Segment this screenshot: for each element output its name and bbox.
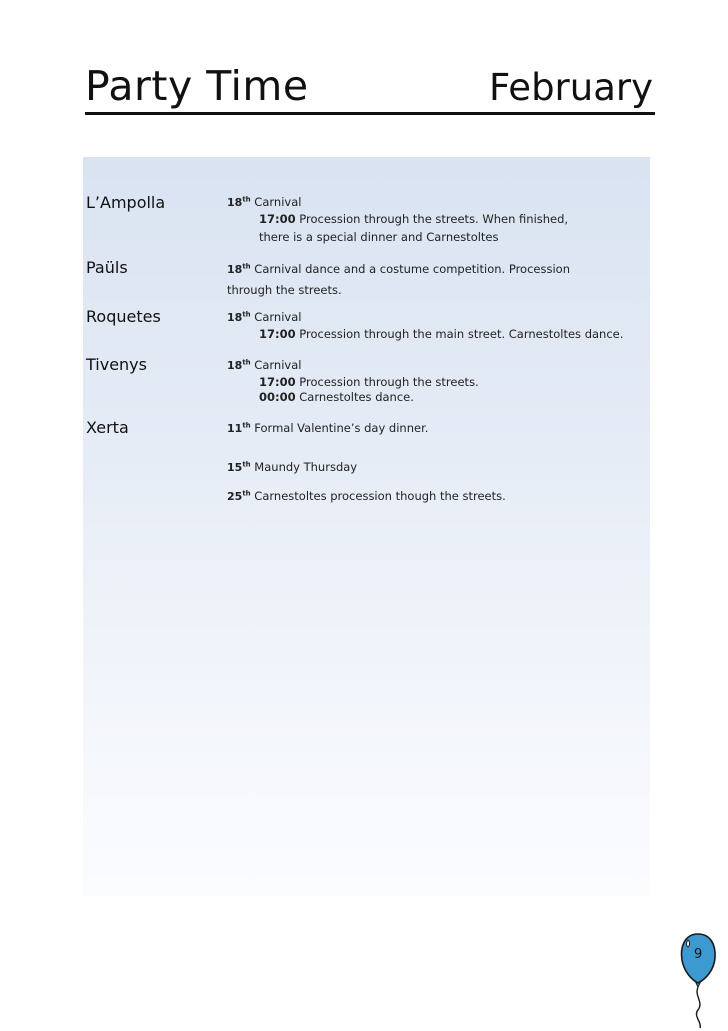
title-underline: [85, 112, 655, 115]
town-xerta: Xerta: [86, 418, 129, 437]
balloon-icon: [676, 928, 720, 1028]
event-sub-text: Procession through the main street. Carnestoltes dance.: [295, 327, 624, 341]
event-text: Carnival: [250, 195, 302, 209]
event-sub-text: there is a special dinner and Carnestoltes: [259, 230, 499, 244]
event-entry: [227, 459, 357, 476]
event-entry: [227, 194, 301, 211]
event-day: 18th: [227, 358, 251, 372]
event-entry: [227, 357, 301, 374]
event-text: Maundy Thursday: [250, 460, 358, 474]
town-ampolla: L’Ampolla: [86, 193, 166, 212]
event-sub-entry: [259, 389, 414, 406]
event-text: Carnival: [250, 358, 302, 372]
event-sub-entry: [259, 229, 499, 246]
event-sub-entry: [259, 326, 623, 343]
town-roquetes: Roquetes: [86, 307, 161, 326]
event-day: 18th: [227, 310, 251, 324]
event-entry: [227, 309, 301, 326]
event-time: 17:00: [259, 375, 296, 389]
event-day: 11th: [227, 421, 251, 435]
event-entry: [227, 259, 592, 301]
event-time: 17:00: [259, 212, 296, 226]
event-day: 18th: [227, 195, 251, 209]
event-day: 25th: [227, 489, 251, 503]
event-entry: [227, 420, 428, 437]
event-text: Carnestoltes procession though the streets.: [250, 489, 506, 503]
event-time: 00:00: [259, 390, 296, 404]
event-sub-text: Procession through the streets. When finished,: [295, 212, 569, 226]
event-day: 18th: [227, 262, 251, 276]
event-sub-text: Carnestoltes dance.: [295, 390, 414, 404]
event-text: Carnival dance and a costume competition. Procession through the streets.: [227, 262, 570, 297]
event-text: Formal Valentine’s day dinner.: [250, 421, 429, 435]
event-sub-text: Procession through the streets.: [295, 375, 479, 389]
page-header: [85, 62, 653, 116]
event-sub-entry: [259, 211, 568, 228]
month-label: February: [489, 66, 653, 109]
event-entry: [227, 488, 506, 505]
page-number: 9: [694, 947, 703, 962]
town-pauls: Paüls: [86, 258, 128, 277]
page-title: Party Time: [85, 62, 309, 110]
event-time: 17:00: [259, 327, 296, 341]
event-text: Carnival: [250, 310, 302, 324]
town-tivenys: Tivenys: [86, 355, 147, 374]
event-day: 15th: [227, 460, 251, 474]
